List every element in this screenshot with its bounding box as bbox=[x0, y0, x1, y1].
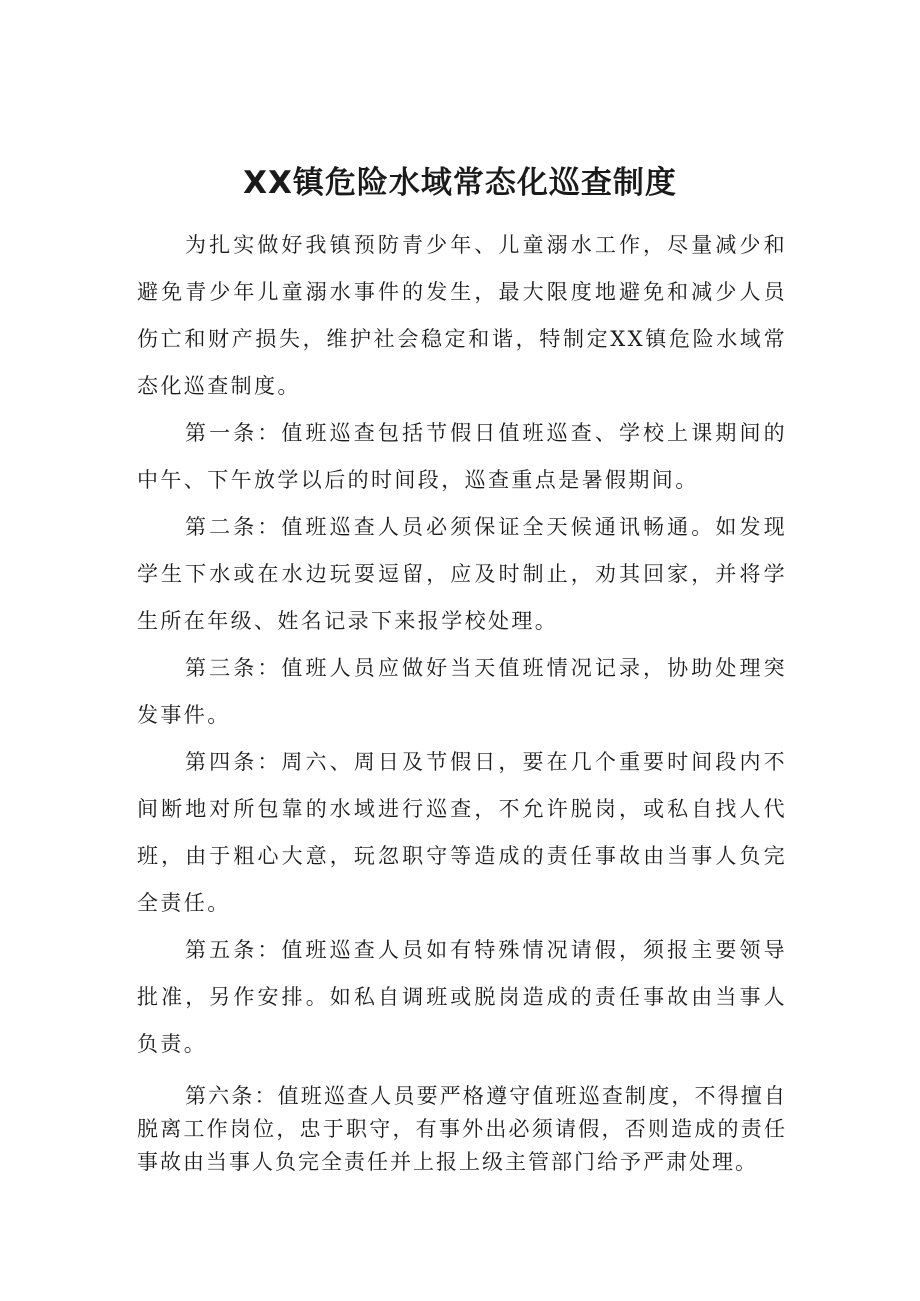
article-3-paragraph: 第三条：值班人员应做好当天值班情况记录，协助处理突发事件。 bbox=[137, 656, 787, 727]
document-title: XX镇危险水域常态化巡查制度 bbox=[243, 165, 677, 201]
article-2-paragraph: 第二条：值班巡查人员必须保证全天候通讯畅通。如发现学生下水或在水边玩耍逗留，应及时制止，劝其回家，并将学生所在年级、姓名记录下来报学校处理。 bbox=[137, 515, 787, 633]
article-4-paragraph: 第四条：周六、周日及节假日，要在几个重要时间段内不间断地对所包靠的水域进行巡查，不允许脱岗，或私自找人代班，由于粗心大意，玩忽职守等造成的责任事故由当事人负完全责任。 bbox=[137, 750, 787, 915]
document-body bbox=[137, 222, 787, 1179]
intro-paragraph: 为扎实做好我镇预防青少年、儿童溺水工作，尽量减少和避免青少年儿童溺水事件的发生，最大限度地避免和减少人员伤亡和财产损失，维护社会稳定和谐，特制定XX镇危险水域常态化巡查制度。 bbox=[137, 233, 787, 398]
article-5-paragraph: 第五条：值班巡查人员如有特殊情况请假，须报主要领导批准，另作安排。如私自调班或脱岗造成的责任事故由当事人负责。 bbox=[137, 938, 787, 1056]
article-1-paragraph: 第一条：值班巡查包括节假日值班巡查、学校上课期间的中午、下午放学以后的时间段，巡查重点是暑假期间。 bbox=[137, 421, 787, 492]
article-6-paragraph: 第六条：值班巡查人员要严格遵守值班巡查制度，不得擅自脱离工作岗位，忠于职守，有事外出必须请假，否则造成的责任事故由当事人负完全责任并上报上级主管部门给予严肃处理。 bbox=[137, 1084, 787, 1174]
